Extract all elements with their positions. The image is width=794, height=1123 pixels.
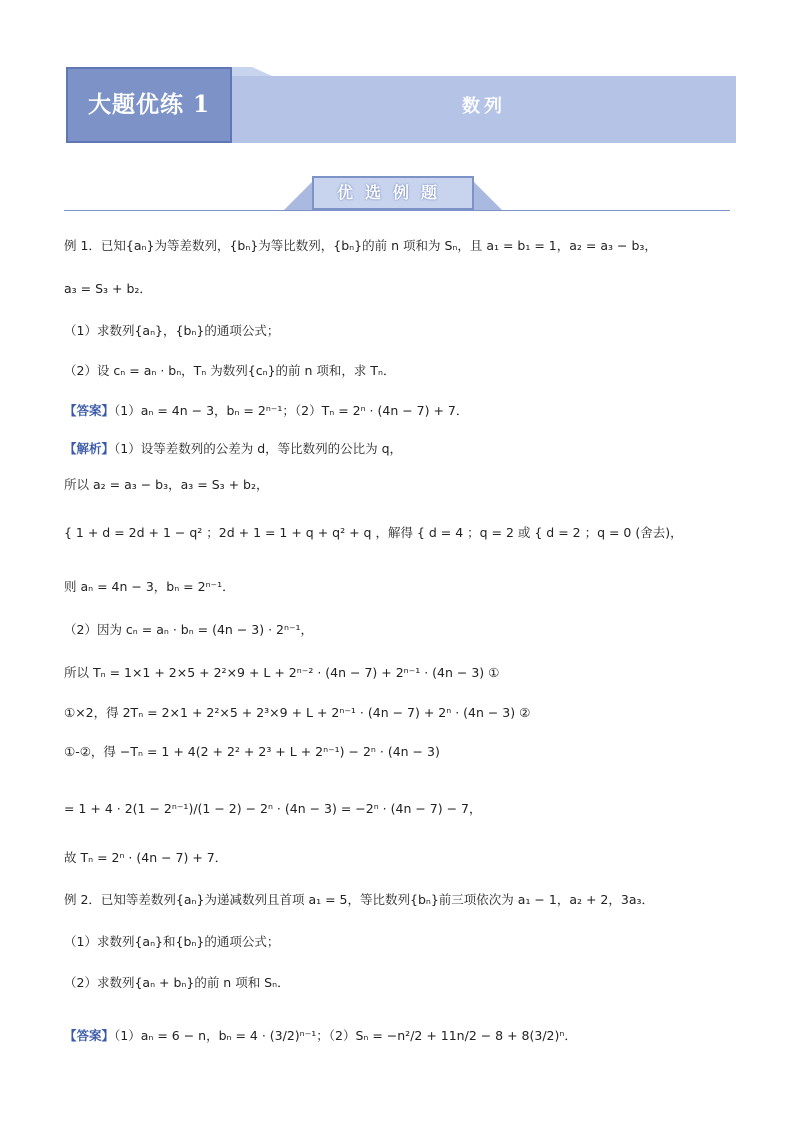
- analysis-sum-eq1: 所以 Tₙ = 1×1 + 2×5 + 2²×9 + L + 2ⁿ⁻² · (4n − 7) + 2ⁿ⁻¹ · (4n − 3) ①: [64, 665, 500, 680]
- answer-text: （1）aₙ = 4n − 3，bₙ = 2ⁿ⁻¹；（2）Tₙ = 2ⁿ · (4n − 7) + 7．: [114, 403, 469, 418]
- answer-text-2: （1）aₙ = 6 − n，bₙ = 4 · (3/2)ⁿ⁻¹；（2）Sₙ = −n²/2 + 11n/2 − 8 + 8(3/2)ⁿ．: [114, 1028, 577, 1043]
- section-divider: [64, 210, 730, 211]
- left-wing-decoration: [284, 180, 314, 210]
- example1-statement: 例 1．已知{aₙ}为等差数列，{bₙ}为等比数列，{bₙ}的前 n 项和为 Sₙ，且 a₁ = b₁ = 1，a₂ = a₃ − b₃，: [64, 238, 657, 253]
- analysis-system-equations: { 1 + d = 2d + 1 − q² ；2d + 1 = 1 + q + q² + q ，解得 { d = 4 ；q = 2 或 { d = 2 ；q = 0 (舍去)，: [64, 525, 683, 540]
- analysis-subtraction: ①-②，得 −Tₙ = 1 + 4(2 + 2² + 2³ + L + 2ⁿ⁻¹) − 2ⁿ · (4n − 3): [64, 744, 440, 759]
- example2-question-2: （2）求数列{aₙ + bₙ}的前 n 项和 Sₙ．: [64, 975, 290, 990]
- answer-tag-2: 【答案】: [64, 1028, 115, 1043]
- answer-tag: 【答案】: [64, 403, 115, 418]
- banner-label: 大题优练 1: [66, 67, 232, 143]
- banner-tab-decoration: [232, 67, 272, 76]
- example1-answer: [64, 402, 468, 420]
- banner-title: 数列: [232, 76, 736, 143]
- example1-analysis: [64, 440, 402, 458]
- analysis-step-1: 所以 a₂ = a₃ − b₃，a₃ = S₃ + b₂，: [64, 477, 269, 492]
- title-banner: [66, 67, 736, 143]
- analysis-result-1: 则 aₙ = 4n − 3，bₙ = 2ⁿ⁻¹．: [64, 579, 235, 594]
- analysis-sum-eq2: ①×2，得 2Tₙ = 2×1 + 2²×5 + 2³×9 + L + 2ⁿ⁻¹ · (4n − 7) + 2ⁿ · (4n − 3) ②: [64, 705, 531, 720]
- right-wing-decoration: [472, 180, 502, 210]
- example1-statement-cont: a₃ = S₃ + b₂．: [64, 281, 152, 296]
- section-title: 优选例题: [312, 176, 474, 210]
- analysis-text: （1）设等差数列的公差为 d，等比数列的公比为 q，: [114, 441, 403, 456]
- analysis-simplification: = 1 + 4 · 2(1 − 2ⁿ⁻¹)/(1 − 2) − 2ⁿ · (4n − 3) = −2ⁿ · (4n − 7) − 7，: [64, 801, 482, 816]
- example2-question-1: （1）求数列{aₙ}和{bₙ}的通项公式；: [64, 934, 280, 949]
- section-header: [64, 170, 730, 216]
- analysis-tag: 【解析】: [64, 441, 115, 456]
- example1-question-2: （2）设 cₙ = aₙ · bₙ，Tₙ 为数列{cₙ}的前 n 项和，求 Tₙ．: [64, 363, 396, 378]
- analysis-part2-intro: （2）因为 cₙ = aₙ · bₙ = (4n − 3) · 2ⁿ⁻¹，: [64, 622, 314, 637]
- example2-statement: 例 2．已知等差数列{aₙ}为递减数列且首项 a₁ = 5，等比数列{bₙ}前三项依次为 a₁ − 1，a₂ + 2，3a₃．: [64, 892, 654, 907]
- example2-answer: [64, 1027, 577, 1045]
- analysis-conclusion: 故 Tₙ = 2ⁿ · (4n − 7) + 7．: [64, 850, 228, 865]
- example1-question-1: （1）求数列{aₙ}，{bₙ}的通项公式；: [64, 323, 280, 338]
